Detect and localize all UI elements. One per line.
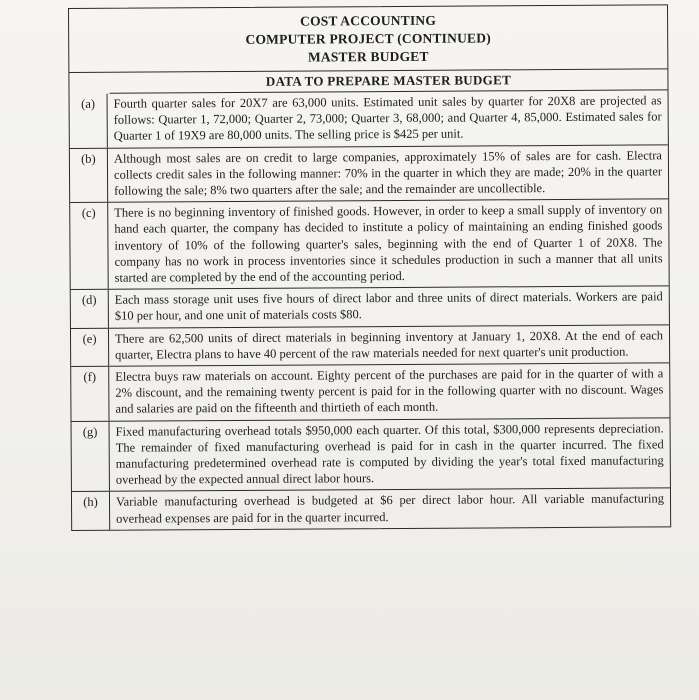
item-row-c (70, 200, 669, 291)
title-line-2: COMPUTER PROJECT (CONTINUED) (245, 30, 491, 47)
item-text: Fourth quarter sales for 20X7 are 63,000 units. Estimated unit sales by quarter for 20X8 are projected as follows: Quarter 1, 72,000; Quarter 2, 73,000; Quarter 3, 68,000; and Quarter 4, 85,000. Estimated sales for Quarter 1 of 19X9 are 80,000 units. The selling price is $425 per unit. (113, 93, 662, 144)
item-text: Each mass storage unit uses five hours of direct labor and three units of direct materials. Workers are paid $10 per hour, and one unit of materials costs $80. (114, 289, 663, 324)
item-row-a (70, 90, 668, 148)
item-label: (g) (72, 421, 110, 491)
item-label: (c) (70, 203, 109, 289)
item-text: Although most sales are on credit to large companies, approximately 15% of sales are for cash. Electra collects credit sales in the following manner: 70% in the quarter in which they are made; 20% in the quarter following the sale; 8% two quarters after the sale; and the remainder are uncollectible. (113, 147, 663, 198)
item-text: There are 62,500 units of direct materials in beginning inventory at January 1, 20X8. At the end of each quarter, Electra plans to have 40 percent of the raw materials needed for next quarter's unit production. (114, 328, 664, 362)
item-label: (f) (71, 367, 109, 421)
item-label: (h) (72, 492, 110, 530)
item-text: Fixed manufacturing overhead totals $950,000 each quarter. Of this total, $300,000 represents depreciation. The remainder of fixed manufacturing overhead is paid for in cash in the quarter incurred. The fixed manufacturing predetermined overhead rate is computed by dividing the year's total fixed manufacturing overhead by the expected annual direct labor hours. (115, 421, 664, 487)
item-text: There is no beginning inventory of finished goods. However, in order to keep a small supply of inventory on hand each quarter, the company has decided to institute a policy of maintaining an ending finished goods inventory of 10% of the following quarter's sales, beginning with the end of Quarter 1 of 20X8. The company has no work in process inventories since it schedules production in such a manner that all units started are completed by the end of the accounting period. (114, 202, 663, 285)
title-line-1: COST ACCOUNTING (300, 12, 437, 29)
item-text: Electra buys raw materials on account. Eighty percent of the purchases are paid for in the quarter of with a 2% discount, and the remaining twenty percent is paid for in the following quarter with no discount. Wages and salaries are paid on the fifteenth and thirtieth of each month. (115, 366, 664, 417)
item-label: (e) (71, 328, 109, 366)
item-row-d (71, 287, 669, 329)
title-line-3: MASTER BUDGET (307, 48, 429, 65)
section-title: DATA TO PREPARE MASTER BUDGET (109, 69, 667, 93)
item-row-e (71, 325, 669, 367)
item-row-f (71, 363, 669, 421)
budget-data-table (68, 4, 671, 531)
item-label: (a) (70, 94, 108, 148)
item-row-h (72, 489, 670, 530)
item-row-g (72, 418, 670, 492)
item-row-b (70, 145, 668, 203)
item-label: (d) (71, 290, 109, 328)
item-label: (b) (70, 148, 108, 202)
document-heading (69, 5, 667, 73)
item-text: Variable manufacturing overhead is budgeted at $6 per direct labor hour. All variable manufacturing overhead expenses are paid for in the quarter incurred. (115, 491, 665, 526)
